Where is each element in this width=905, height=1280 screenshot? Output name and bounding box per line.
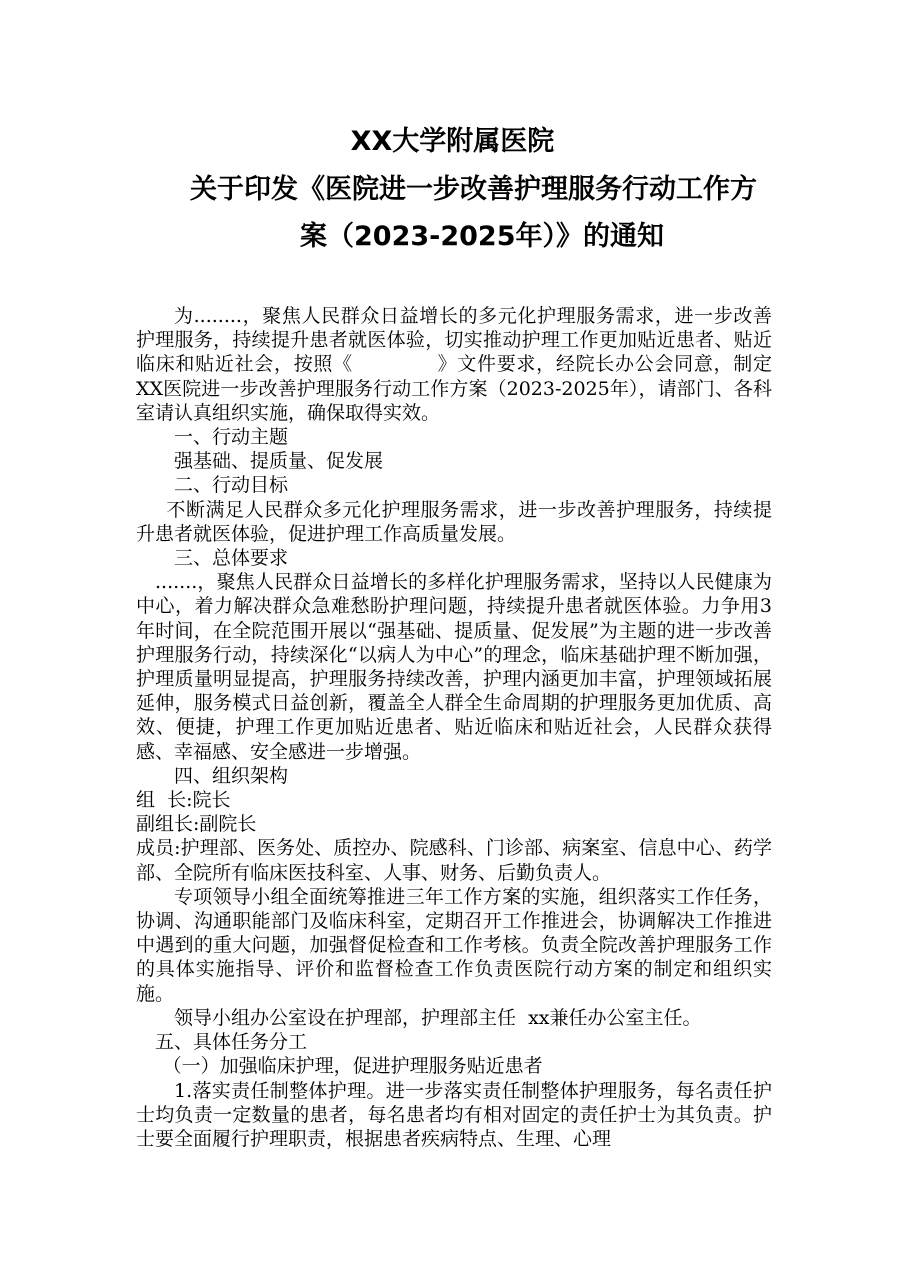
document-title-line-3: 案（2023-2025年）》的通知 <box>300 221 664 252</box>
vice-leader-line: 副组长:副院长 <box>136 813 257 836</box>
task-item-1: 1.落实责任制整体护理。进一步落实责任制整体护理服务，每名责任护士均负责一定数量的患者，每名患者均有相对固定的责任护士为其负责。护士要全面履行护理职责，根据患者疾病特点、生理、心理 <box>136 1079 772 1150</box>
intro-text-b: 》文件要求，经院长办公会同意，制定XX医院进一步改善护理服务行动工作方案（2023-2025年），请部门、各科室请认真组织实施，确保取得实效。 <box>136 353 772 424</box>
requirements-paragraph: .......，聚焦人民群众日益增长的多样化护理服务需求，坚持以人民健康为中心，着力解决群众急难愁盼护理问题，持续提升患者就医体验。力争用3年时间，在全院范围开展以“强基础、提质量、促发展”为主题的进一步改善护理服务行动，持续深化“以病人为中心”的理念，临床基础护理不断加强，护理质量明显提高，护理服务持续改善，护理内涵更加丰富，护理领域拓展延伸，服务模式日益创新，覆盖全人群全生命周期的护理服务更加优质、高效、便捷，护理工作更加贴近患者、贴近临床和贴近社会，人民群众获得感、幸福感、安全感进一步增强。 <box>136 571 772 763</box>
goal-paragraph: 不断满足人民群众多元化护理服务需求，进一步改善护理服务，持续提升患者就医体验，促进护理工作高质量发展。 <box>136 498 772 545</box>
section-heading-2: 二、行动目标 <box>174 474 289 497</box>
intro-text-a: 为........，聚焦人民群众日益增长的多元化护理服务需求，进一步改善护理服务，持续提升患者就医体验，切实推动护理工作更加贴近患者、贴近临床和贴近社会，按照《 <box>136 305 772 376</box>
section-heading-5: 五、具体任务分工 <box>155 1031 308 1054</box>
theme-paragraph: 强基础、提质量、促发展 <box>174 450 384 473</box>
intro-paragraph <box>136 304 772 425</box>
leader-line: 组 长:院长 <box>136 789 231 812</box>
section-heading-4: 四、组织架构 <box>174 764 289 787</box>
duty-paragraph: 专项领导小组全面统筹推进三年工作方案的实施，组织落实工作任务，协调、沟通职能部门及临床科室，定期召开工作推进会，协调解决工作推进中遇到的重大问题，加强督促检查和工作考核。负责全院改善护理服务工作的具体实施指导、评价和监督检查工作负责医院行动方案的制定和组织实施。 <box>136 885 772 1005</box>
office-paragraph: 领导小组办公室设在护理部，护理部主任 xx兼任办公室主任。 <box>174 1006 702 1029</box>
members-paragraph: 成员:护理部、医务处、质控办、院感科、门诊部、病案室、信息中心、药学部、全院所有临床医技科室、人事、财务、后勤负责人。 <box>136 837 772 884</box>
subsection-heading-1: （一）加强临床护理，促进护理服务贴近患者 <box>162 1055 543 1078</box>
section-heading-1: 一、行动主题 <box>174 426 289 449</box>
document-title-line-1: XX大学附属医院 <box>350 126 555 157</box>
section-heading-3: 三、总体要求 <box>174 547 289 570</box>
document-body <box>136 304 772 1151</box>
document-title-line-2: 关于印发《医院进一步改善护理服务行动工作方 <box>190 174 757 205</box>
